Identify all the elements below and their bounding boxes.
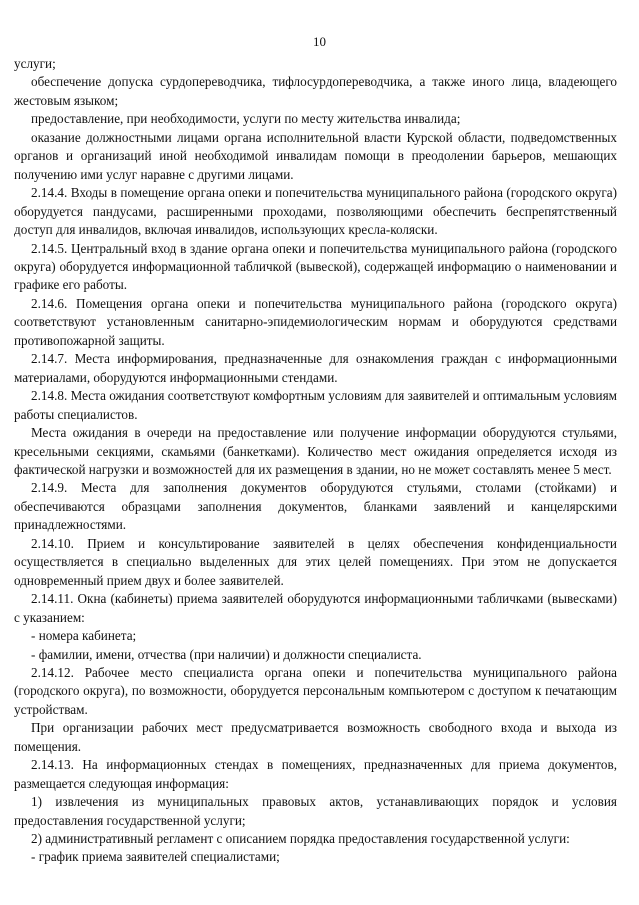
paragraph: 2.14.4. Входы в помещение органа опеки и попечительства муниципального района (городского округа) оборудуется пандусами, расширенными проходами, позволяющими обеспечить беспрепятственный доступ для инвалидов, включая инвалидов, использующих кресла-коляски. [14, 185, 617, 238]
page-number: 10 [313, 34, 326, 49]
paragraph: обеспечение допуска сурдопереводчика, тифлосурдопереводчика, а также иного лица, владеющего жестовым языком; [14, 74, 617, 108]
paragraph: 2.14.12. Рабочее место специалиста органа опеки и попечительства муниципального района (городского округа), по возможности, оборудуется персональным компьютером с доступом к печатающим устройствам. [14, 664, 617, 717]
paragraph: Места ожидания в очереди на предоставление или получение информации оборудуются стульями, кресельными секциями, скамьями (банкетками). Количество мест ожидания определяется исходя из фактической нагрузки и возможностей для их размещения в здании, но не может составлять менее 5 мест. [14, 425, 617, 477]
paragraph: 2.14.8. Места ожидания соответствуют комфортным условиям для заявителей и оптимальным условиям работы специалистов. [14, 388, 617, 422]
paragraph: 2.14.7. Места информирования, предназначенные для ознакомления граждан с информационными материалами, оборудуются информационными стендами. [14, 351, 617, 385]
paragraph: оказание должностными лицами органа исполнительной власти Курской области, подведомственных органов и организаций иной необходимой инвалидам помощи в преодолении барьеров, мешающих получению ими услуг наравне с другими лицами. [14, 129, 617, 182]
paragraph: 2.14.6. Помещения органа опеки и попечительства муниципального района (городского округа) соответствуют установленным санитарно-эпидемиологическим нормам и оборудуются средствами противопожарной защиты. [14, 295, 617, 348]
list-item: - номера кабинета; [31, 628, 137, 644]
paragraph: 2.14.5. Центральный вход в здание органа опеки и попечительства муниципального района (городского округа) оборудуется информационной табличкой (вывеской), содержащей информацию о наименовании и графике его работы. [14, 240, 617, 293]
document-body [14, 55, 617, 867]
paragraph: предоставление, при необходимости, услуги по месту жительства инвалида; [31, 111, 461, 127]
paragraph: 2.14.11. Окна (кабинеты) приема заявителей оборудуются информационными табличками (вывесками) с указанием: [14, 591, 617, 625]
list-item: 1) извлечения из муниципальных правовых актов, устанавливающих порядок и условия предоставления государственной услуги; [14, 794, 617, 828]
paragraph: 2.14.13. На информационных стендах в помещениях, предназначенных для приема документов, размещается следующая информация: [14, 757, 617, 791]
paragraph: 2.14.10. Прием и консультирование заявителей в целях обеспечения конфиденциальности осуществляется в специально выделенных для этих целей помещениях. При этом не допускается одновременный прием двух и более заявителей. [14, 535, 617, 588]
paragraph: услуги; [14, 56, 56, 71]
paragraph: 2.14.9. Места для заполнения документов оборудуются стульями, столами (стойками) и обеспечиваются образцами заполнения документов, бланками заявлений и канцелярскими принадлежностями. [14, 480, 617, 533]
list-item: 2) административный регламент с описанием порядка предоставления государственной услуги: [31, 831, 570, 847]
paragraph: При организации рабочих мест предусматривается возможность свободного входа и выхода из помещения. [14, 720, 617, 754]
list-item: - график приема заявителей специалистами; [31, 849, 280, 865]
list-item: - фамилии, имени, отчества (при наличии) и должности специалиста. [31, 646, 422, 662]
